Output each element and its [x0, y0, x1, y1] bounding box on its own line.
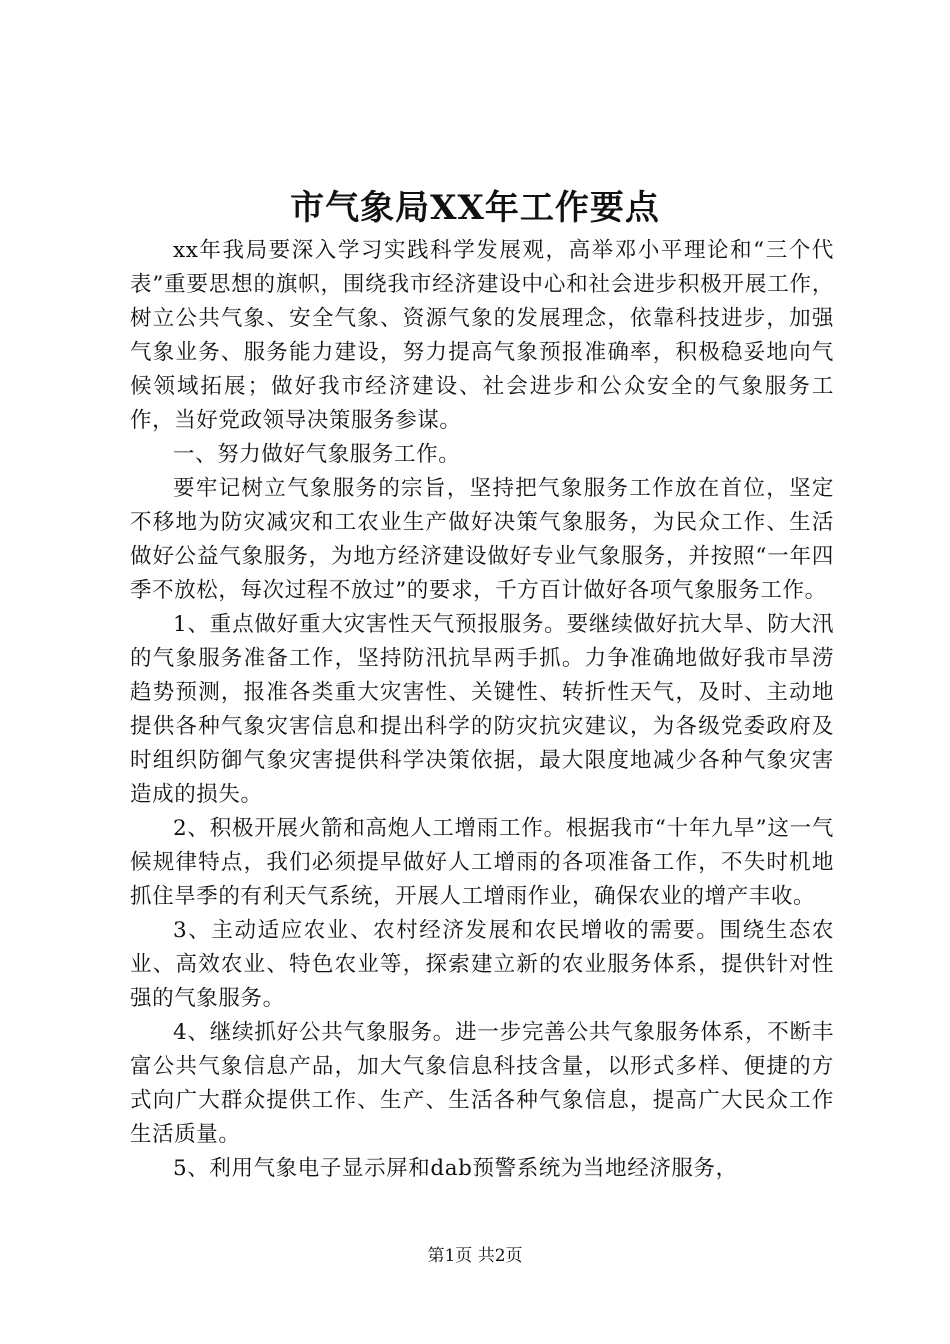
- list-item-5: 5、利用气象电子显示屏和dab预警系统为当地经济服务，: [173, 1156, 738, 1181]
- list-item-1: 1、重点做好重大灾害性天气预报服务。要继续做好抗大旱、防大汛的气象服务准备工作，坚持防汛抗旱两手抓。力争准确地做好我市旱涝趋势预测，报准各类重大灾害性、关键性、转折性天气，及时、主动地提供各种气象灾害信息和提出科学的防灾抗灾建议，为各级党委政府及时组织防御气象灾害提供科学决策依据，最大限度地减少各种气象灾害造成的损失。: [130, 612, 834, 807]
- list-item-3: 3、主动适应农业、农村经济发展和农民增收的需要。围绕生态农业、高效农业、特色农业等，探索建立新的农业服务体系，提供针对性强的气象服务。: [130, 918, 834, 1011]
- list-item-2: 2、积极开展火箭和高炮人工增雨工作。根据我市“十年九旱”这一气候规律特点，我们必须提早做好人工增雨的各项准备工作，不失时机地抓住旱季的有利天气系统，开展人工增雨作业，确保农业的增产丰收。: [130, 816, 834, 909]
- paragraph-service-purpose: 要牢记树立气象服务的宗旨，坚持把气象服务工作放在首位，坚定不移地为防灾减灾和工农业生产做好决策气象服务，为民众工作、生活做好公益气象服务，为地方经济建设做好专业气象服务，并按照“一年四季不放松，每次过程不放过”的要求，千方百计做好各项气象服务工作。: [130, 476, 834, 603]
- paragraph-intro: xx年我局要深入学习实践科学发展观，高举邓小平理论和“三个代表”重要思想的旗帜，围绕我市经济建设中心和社会进步积极开展工作，树立公共气象、安全气象、资源气象的发展理念，依靠科技进步，加强气象业务、服务能力建设，努力提高气象预报准确率，积极稳妥地向气候领域拓展；做好我市经济建设、社会进步和公众安全的气象服务工作，当好党政领导决策服务参谋。: [130, 238, 834, 433]
- document-body: [130, 234, 834, 1186]
- section-heading-1: 一、努力做好气象服务工作。: [173, 442, 461, 467]
- document-title: 市气象局XX年工作要点: [290, 188, 660, 228]
- page-footer: 第1页 共2页: [427, 1246, 523, 1266]
- list-item-4: 4、继续抓好公共气象服务。进一步完善公共气象服务体系，不断丰富公共气象信息产品，加大气象信息科技含量，以形式多样、便捷的方式向广大群众提供工作、生产、生活各种气象信息，提高广大民众工作生活质量。: [130, 1020, 834, 1147]
